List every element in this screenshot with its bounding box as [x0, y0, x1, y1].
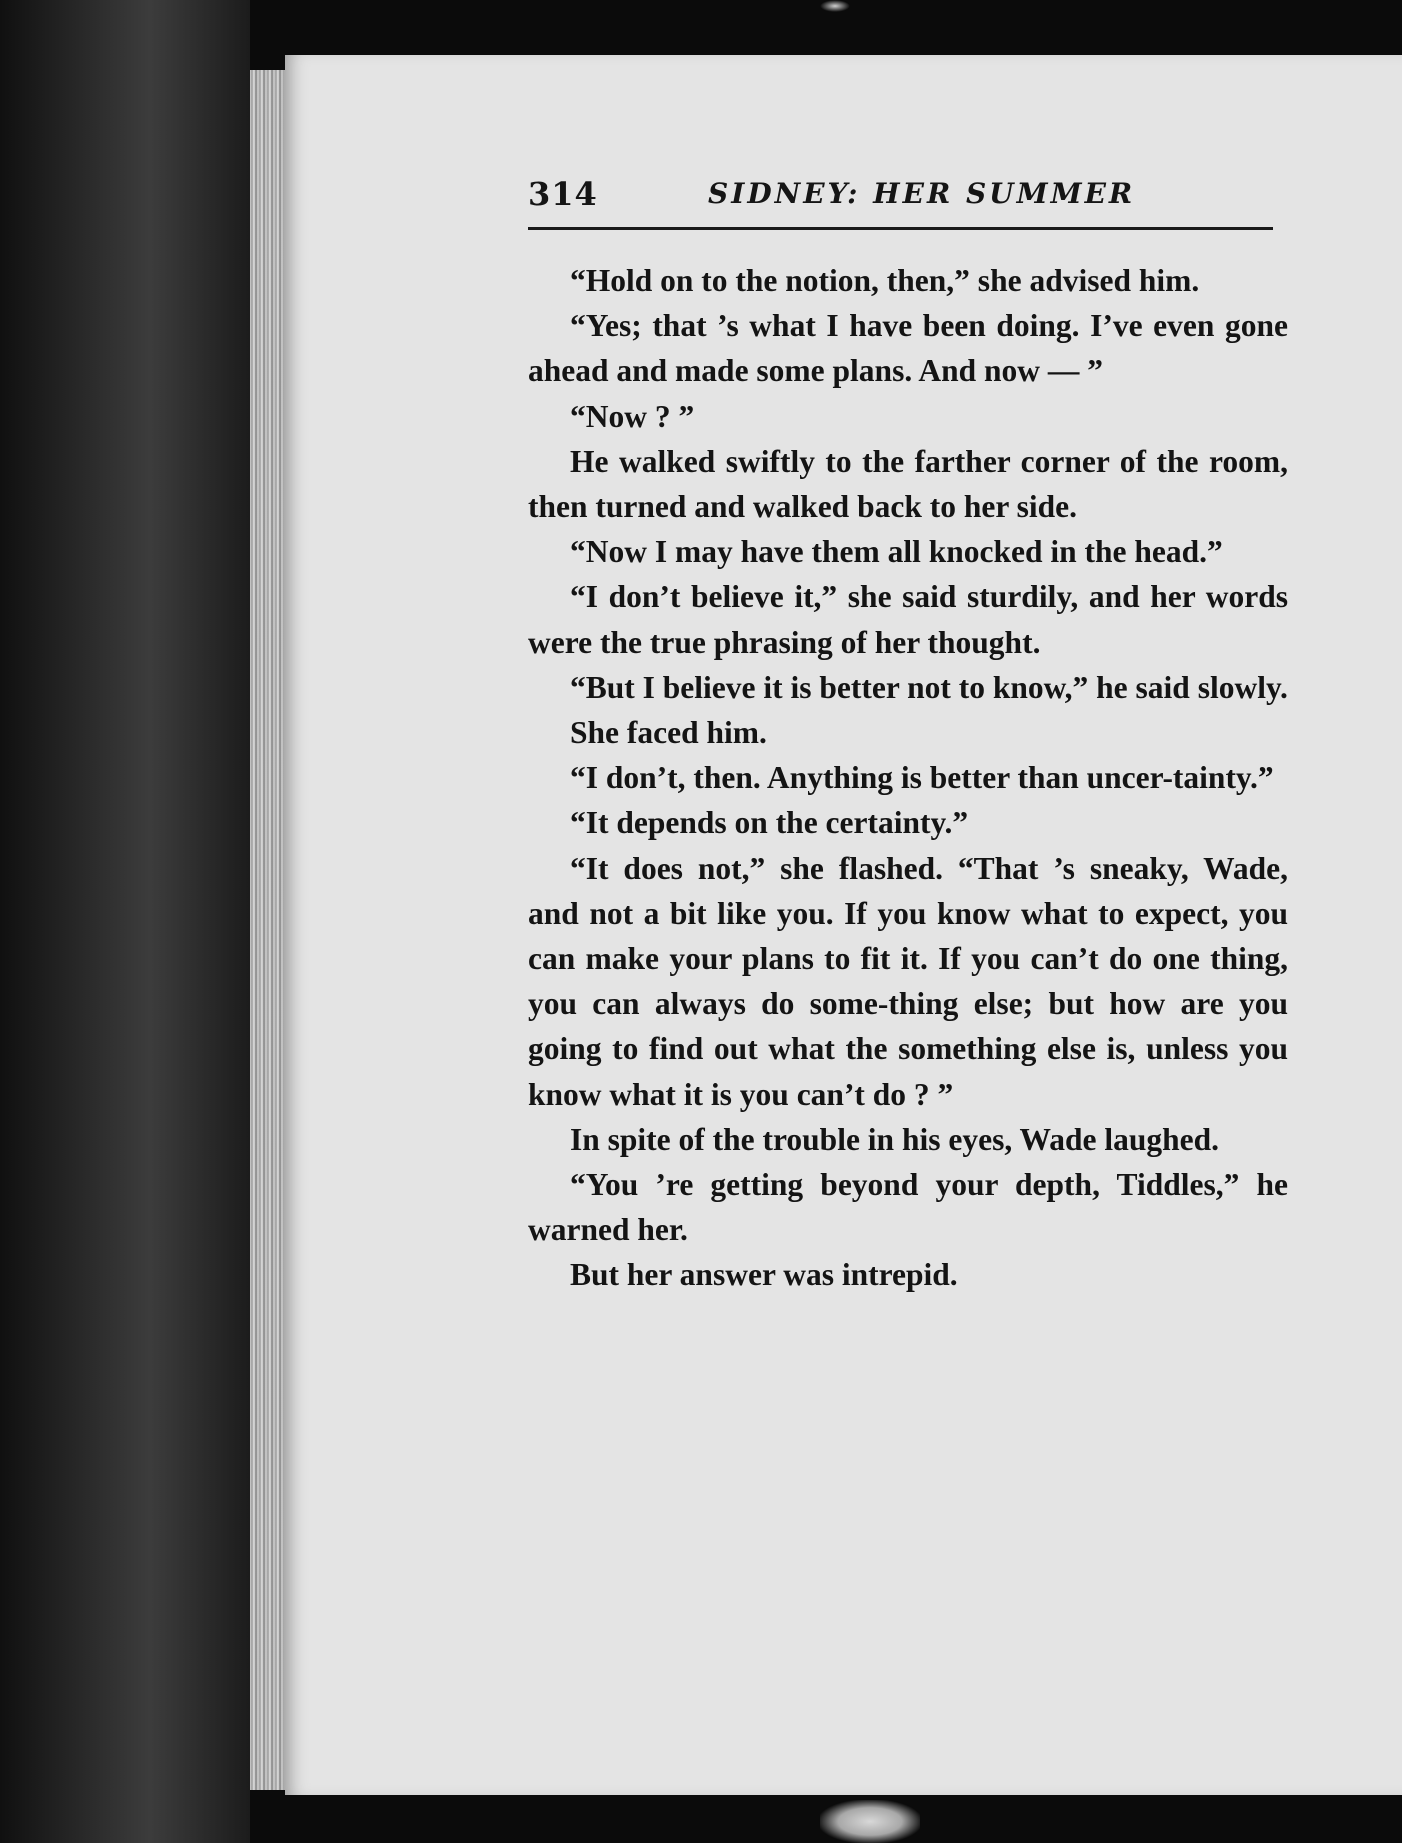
paragraph: He walked swiftly to the farther corner of the room, then turned and walked back to her side.	[528, 443, 1288, 525]
paragraph: “Yes; that ’s what I have been doing. I’ve even gone ahead and made some plans. And now — ”	[528, 308, 1288, 389]
paragraph: She faced him.	[570, 715, 767, 751]
paragraph: “Now I may have them all knocked in the head.”	[570, 534, 1223, 570]
paragraph: “I don’t believe it,” she said sturdily, and her words were the true phrasing of her thought.	[528, 579, 1288, 660]
paragraph: In spite of the trouble in his eyes, Wade laughed.	[570, 1121, 1220, 1157]
header-rule	[528, 227, 1273, 230]
page-header	[528, 175, 1273, 223]
paragraph: But her answer was intrepid.	[570, 1257, 958, 1293]
running-head: SIDNEY: HER SUMMER	[708, 177, 1136, 210]
paragraph: “It does not,” she flashed. “That ’s sneaky, Wade, and not a bit like you. If you know what to expect, you can make your plans to fit it. If you can’t do one thing, you can always do some-thing else; but how are you going to find out what the something else is, unless you know what it is you can’t do ? ”	[528, 850, 1288, 1112]
body-text	[528, 258, 1288, 1298]
page-number: 314	[528, 175, 598, 213]
book-gutter	[0, 0, 250, 1843]
paragraph: “Now ? ”	[570, 398, 695, 434]
paragraph: “Hold on to the notion, then,” she advised him.	[570, 263, 1200, 298]
paragraph: “I don’t, then. Anything is better than uncer-tainty.”	[570, 760, 1274, 796]
page-edges	[250, 70, 290, 1790]
paragraph: “You ’re getting beyond your depth, Tiddles,” he warned her.	[528, 1167, 1288, 1248]
scan-artifact-bottom	[820, 1800, 920, 1843]
paragraph: “But I believe it is better not to know,” he said slowly.	[570, 669, 1288, 705]
scan-artifact-top	[820, 0, 850, 12]
paragraph: “It depends on the certainty.”	[570, 805, 969, 841]
